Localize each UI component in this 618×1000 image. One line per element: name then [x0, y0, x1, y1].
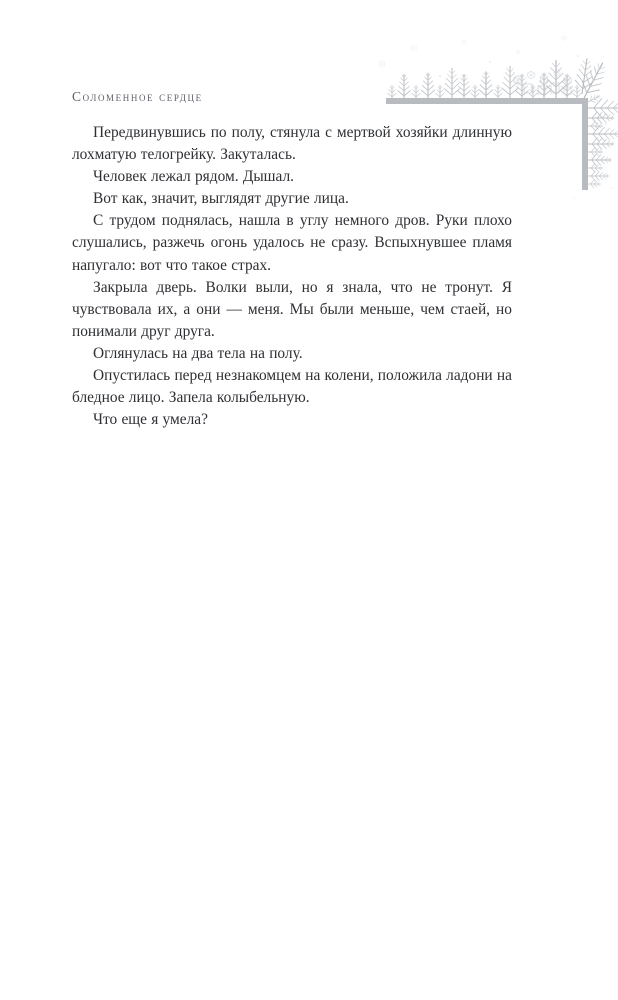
ornament-vertical-bar — [582, 98, 588, 190]
paragraph: С трудом поднялась, нашла в углу немного дров. Руки плохо слушались, разжечь огонь удалось не сразу. Вспыхнувшее пламя напугало: вот что такое страх. — [72, 212, 512, 274]
ornament-side-crystals — [586, 92, 618, 188]
paragraph: Закрыла дверь. Волки выли, но я знала, что не тронут. Я чувствовала их, а они — меня. Мы были меньше, чем стаей, но понимали друг друга. — [72, 278, 512, 340]
ornament-horizontal-bar — [386, 98, 588, 104]
paragraph: Передвинувшись по полу, стянула с мертвой хозяйки длинную лохматую телогрейку. Закуталась. — [72, 124, 512, 164]
paragraph: Оглянулась на два тела на полу. — [93, 344, 303, 362]
paragraph: Человек лежал рядом. Дышал. — [93, 168, 295, 186]
ornament-top-crystals — [388, 57, 612, 103]
paragraph: Вот как, значит, выглядят другие лица. — [93, 190, 349, 208]
body-text — [72, 122, 512, 431]
paragraph: Что еще я умела? — [93, 411, 208, 429]
running-head-title: Соломенное сердце — [72, 89, 203, 104]
paragraph: Опустилась перед незнакомцем на колени, положила ладони на бледное лицо. Запела колыбельную. — [72, 367, 512, 407]
